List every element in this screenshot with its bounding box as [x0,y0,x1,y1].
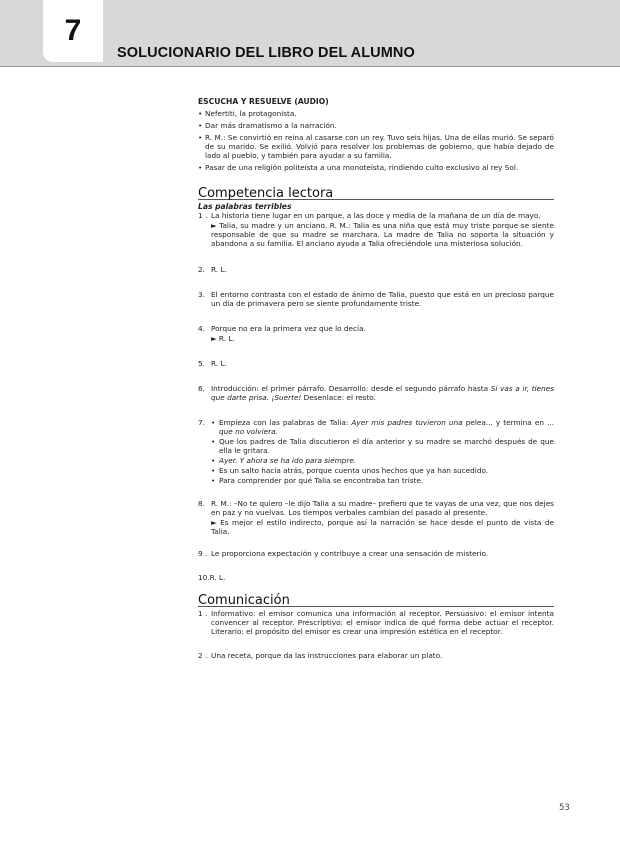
answer-text-part: Que los padres de Talia discutieron el día anterior y su madre se marchó después de que ella le gritara. [219,437,554,455]
answer-text-part: pelea... y termina en ... [462,418,554,427]
escucha-title: ESCUCHA Y RESUELVE (AUDIO) [198,97,329,106]
bullet-mark: • [211,476,216,485]
section-heading-comunicacion: Comunicación [198,596,554,607]
bullet-mark: • [211,466,216,475]
question-number: 9 . [198,549,208,558]
answer-sub: ► Talia, su madre y un anciano. R. M.: Talia es una niña que está muy triste porque se siente responsable de que su madre se marchara. La madre de Talia no soporta la situación y abandona a su familia. El anciano ayuda a Talia ofreciéndole una misteriosa solución. [211,221,554,248]
list-item [211,466,554,475]
list-item [211,418,554,436]
list-item [211,437,554,455]
list-item: • Dar más dramatismo a la narración. [198,121,554,130]
list-item: • Nefertiti, la protagonista. [198,109,554,118]
chapter-number: 7 [43,0,103,62]
question-9 [198,549,554,558]
question-4 [198,324,554,343]
question-number: 5. [198,359,205,368]
escucha-list [198,109,554,172]
answer-sub: ► Es mejor el estilo indirecto, porque así la narración se hace desde el punto de vista de Talia. [211,518,554,536]
answer-text [211,384,554,402]
answer-text-part: Es un salto hacia atrás, porque cuenta unos hechos que ya han sucedido. [219,466,489,475]
question-3 [198,290,554,308]
answer-text-part: Para comprender por qué Talia se encontraba tan triste. [219,476,424,485]
answer-quote: Ayer mis padres tuvieron una [351,418,463,427]
bullet-mark: • [211,418,216,427]
question-10: 10.R. L. [198,573,226,582]
answer-text: Informativo: el emisor comunica una información al receptor. Persuasivo: el emisor intenta convencer al receptor. Prescriptivo: el emisor indica de qué forma debe actuar el receptor. Literario: el propósito del emisor es crear una impresión estética en el receptor. [211,609,554,636]
answer-text: R. M.: –No te quiero –le dijo Talia a su madre– prefiero que te vayas de una vez, que nos dejes en paz y no vuelvas. Los tiempos verbales cambian del pasado al presente. [211,499,554,517]
question-6 [198,384,554,402]
answer-text-part: Empieza con las palabras de Talia: [219,418,352,427]
question-7 [198,418,554,485]
answer-text-part: Desenlace: el resto. [301,393,376,402]
answer-text: R. L. [211,265,227,274]
answer-quote: Si vas a ir, tienes que darte prisa. ¡Suerte! [211,384,554,402]
question-number: 6. [198,384,205,393]
bullet-mark: • [211,437,216,446]
answer-quote: que no volviera. [219,427,278,436]
section-heading-competencia: Competencia lectora [198,189,554,200]
question-8 [198,499,554,536]
question-number: 3. [198,290,205,299]
subheading-las-palabras: Las palabras terribles [198,202,292,211]
question-2 [198,265,554,274]
question-number: 4. [198,324,205,333]
page-number: 53 [559,803,570,813]
comunicacion-question-2 [198,651,554,660]
answer-text: Una receta, porque da las instrucciones para elaborar un plato. [211,651,443,660]
question-1 [198,211,554,248]
page-content [198,97,554,661]
question-number: 1 . [198,609,208,618]
question-number: 8. [198,499,205,508]
answer-text: Porque no era la primera vez que lo decía. [211,324,366,333]
answer-text: Le proporciona expectación y contribuye a crear una sensación de misterio. [211,549,489,558]
list-item: • R. M.: Se convirtió en reina al casarse con un rey. Tuvo seis hijas. Una de ellas murió. Se separó de su marido. Se exilió. Volvió para resolver los problemas de gobierno, que había dejado de lado al pueblo, y también para ayudar a su familia. [198,133,554,160]
header-title: SOLUCIONARIO DEL LIBRO DEL ALUMNO [117,45,415,61]
answer-text-part: Introducción: el primer párrafo. Desarrollo: desde el segundo párrafo hasta [211,384,491,393]
question-number: 2. [198,265,205,274]
answer-text: El entorno contrasta con el estado de ánimo de Talia, puesto que está en un precioso parque un día de primavera pero se siente profundamente triste. [211,290,554,308]
list-item: • Pasar de una religión politeísta a una monoteísta, rindiendo culto exclusivo al rey Sol. [198,163,554,172]
question-number: 7. [198,418,205,427]
escucha-block [198,97,554,172]
answer-quote: Ayer. Y ahora se ha ido para siempre. [219,456,357,465]
comunicacion-question-1 [198,609,554,636]
bullet-mark: • [211,456,216,465]
list-item [211,456,554,465]
answer-sub: ► R. L. [211,334,235,343]
header-band [0,0,620,67]
question-number: 2 . [198,651,208,660]
list-item [211,476,554,485]
question-number: 1 . [198,211,208,220]
question-5 [198,359,554,368]
answer-text: La historia tiene lugar en un parque, a las doce y media de la mañana de un día de mayo. [211,211,541,220]
answer-text: R. L. [211,359,227,368]
